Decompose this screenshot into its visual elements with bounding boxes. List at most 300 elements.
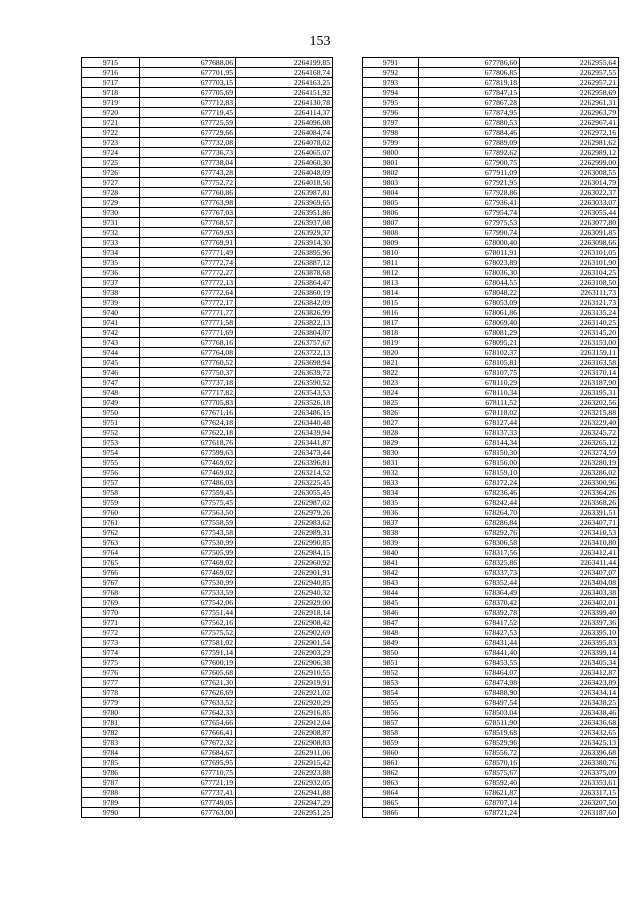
y-coordinate-cell: 2263300,96 <box>520 478 619 488</box>
y-coordinate-cell: 2263434,14 <box>520 688 619 698</box>
y-coordinate-cell: 2263111,73 <box>520 288 619 298</box>
table-row <box>82 628 333 638</box>
table-row <box>82 88 333 98</box>
x-coordinate-cell: 678497,54 <box>419 698 520 708</box>
table-row <box>363 748 619 758</box>
x-coordinate-cell: 677642,33 <box>140 708 236 718</box>
x-coordinate-cell: 677624,18 <box>140 418 236 428</box>
x-coordinate-cell: 678317,56 <box>419 548 520 558</box>
y-coordinate-cell: 2263317,15 <box>520 788 619 798</box>
table-row <box>363 668 619 678</box>
table-row <box>82 78 333 88</box>
point-number-cell: 9847 <box>363 618 419 628</box>
point-number-cell: 9777 <box>82 678 140 688</box>
x-coordinate-cell: 677768,16 <box>140 338 236 348</box>
y-coordinate-cell: 2263353,61 <box>520 778 619 788</box>
table-row <box>82 618 333 628</box>
x-coordinate-cell: 677469,02 <box>140 468 236 478</box>
x-coordinate-cell: 677581,02 <box>140 638 236 648</box>
point-number-cell: 9794 <box>363 88 419 98</box>
x-coordinate-cell: 678102,37 <box>419 348 520 358</box>
point-number-cell: 9798 <box>363 128 419 138</box>
point-number-cell: 9853 <box>363 678 419 688</box>
table-row <box>82 518 333 528</box>
x-coordinate-cell: 677486,03 <box>140 478 236 488</box>
point-number-cell: 9824 <box>363 388 419 398</box>
point-number-cell: 9735 <box>82 258 140 268</box>
table-row <box>82 798 333 808</box>
table-row <box>363 348 619 358</box>
y-coordinate-cell: 2262963,79 <box>520 108 619 118</box>
x-coordinate-cell: 677867,28 <box>419 98 520 108</box>
table-row <box>82 208 333 218</box>
x-coordinate-cell: 677621,30 <box>140 678 236 688</box>
y-coordinate-cell: 2264060,30 <box>236 158 333 168</box>
point-number-cell: 9744 <box>82 348 140 358</box>
point-number-cell: 9788 <box>82 788 140 798</box>
table-row <box>82 168 333 178</box>
table-row <box>82 368 333 378</box>
y-coordinate-cell: 2263055,44 <box>520 208 619 218</box>
table-row <box>82 548 333 558</box>
y-coordinate-cell: 2263265,12 <box>520 438 619 448</box>
x-coordinate-cell: 678427,53 <box>419 628 520 638</box>
x-coordinate-cell: 678453,55 <box>419 658 520 668</box>
point-number-cell: 9795 <box>363 98 419 108</box>
y-coordinate-cell: 2263098,66 <box>520 238 619 248</box>
y-coordinate-cell: 2263187,60 <box>520 808 619 818</box>
x-coordinate-cell: 677705,69 <box>140 88 236 98</box>
point-number-cell: 9728 <box>82 188 140 198</box>
x-coordinate-cell: 678118,02 <box>419 408 520 418</box>
x-coordinate-cell: 678556,72 <box>419 748 520 758</box>
point-number-cell: 9827 <box>363 418 419 428</box>
x-coordinate-cell: 677712,83 <box>140 98 236 108</box>
table-row <box>363 188 619 198</box>
y-coordinate-cell: 2264151,92 <box>236 88 333 98</box>
x-coordinate-cell: 677605,68 <box>140 668 236 678</box>
x-coordinate-cell: 678242,44 <box>419 498 520 508</box>
x-coordinate-cell: 677505,99 <box>140 548 236 558</box>
point-number-cell: 9754 <box>82 448 140 458</box>
x-coordinate-cell: 677772,64 <box>140 288 236 298</box>
x-coordinate-cell: 677771,77 <box>140 308 236 318</box>
table-row <box>363 218 619 228</box>
point-number-cell: 9721 <box>82 118 140 128</box>
y-coordinate-cell: 2264078,02 <box>236 138 333 148</box>
x-coordinate-cell: 678036,30 <box>419 268 520 278</box>
y-coordinate-cell: 2263951,86 <box>236 208 333 218</box>
table-row <box>82 298 333 308</box>
table-row <box>82 178 333 188</box>
table-row <box>363 648 619 658</box>
table-row <box>363 168 619 178</box>
y-coordinate-cell: 2263412,87 <box>520 668 619 678</box>
y-coordinate-cell: 2262923,88 <box>236 768 333 778</box>
y-coordinate-cell: 2262941,88 <box>236 788 333 798</box>
point-number-cell: 9745 <box>82 358 140 368</box>
table-row <box>82 668 333 678</box>
y-coordinate-cell: 2263187,90 <box>520 378 619 388</box>
y-coordinate-cell: 2263399,14 <box>520 648 619 658</box>
y-coordinate-cell: 2263722,13 <box>236 348 333 358</box>
point-number-cell: 9719 <box>82 98 140 108</box>
point-number-cell: 9845 <box>363 598 419 608</box>
y-coordinate-cell: 2262916,85 <box>236 708 333 718</box>
point-number-cell: 9850 <box>363 648 419 658</box>
point-number-cell: 9771 <box>82 618 140 628</box>
x-coordinate-cell: 678529,96 <box>419 738 520 748</box>
table-row <box>82 778 333 788</box>
y-coordinate-cell: 2263405,34 <box>520 658 619 668</box>
point-number-cell: 9856 <box>363 708 419 718</box>
x-coordinate-cell: 678707,14 <box>419 798 520 808</box>
point-number-cell: 9809 <box>363 238 419 248</box>
point-number-cell: 9815 <box>363 298 419 308</box>
table-row <box>82 568 333 578</box>
table-row <box>363 108 619 118</box>
y-coordinate-cell: 2264084,74 <box>236 128 333 138</box>
point-number-cell: 9804 <box>363 188 419 198</box>
y-coordinate-cell: 2262932,05 <box>236 778 333 788</box>
table-row <box>82 148 333 158</box>
table-row <box>363 138 619 148</box>
y-coordinate-cell: 2262979,26 <box>236 508 333 518</box>
point-number-cell: 9743 <box>82 338 140 348</box>
y-coordinate-cell: 2264096,08 <box>236 118 333 128</box>
point-number-cell: 9839 <box>363 538 419 548</box>
point-number-cell: 9756 <box>82 468 140 478</box>
x-coordinate-cell: 677543,58 <box>140 528 236 538</box>
y-coordinate-cell: 2262906,38 <box>236 658 333 668</box>
x-coordinate-cell: 678172,24 <box>419 478 520 488</box>
table-body <box>82 58 333 818</box>
point-number-cell: 9716 <box>82 68 140 78</box>
point-number-cell: 9746 <box>82 368 140 378</box>
point-number-cell: 9741 <box>82 318 140 328</box>
x-coordinate-cell: 677599,63 <box>140 448 236 458</box>
x-coordinate-cell: 677847,15 <box>419 88 520 98</box>
x-coordinate-cell: 677701,95 <box>140 68 236 78</box>
x-coordinate-cell: 678159,10 <box>419 468 520 478</box>
point-number-cell: 9822 <box>363 368 419 378</box>
point-number-cell: 9865 <box>363 798 419 808</box>
x-coordinate-cell: 678503,04 <box>419 708 520 718</box>
table-row <box>82 488 333 498</box>
point-number-cell: 9732 <box>82 228 140 238</box>
point-number-cell: 9787 <box>82 778 140 788</box>
table-row <box>82 678 333 688</box>
point-number-cell: 9753 <box>82 438 140 448</box>
point-number-cell: 9739 <box>82 298 140 308</box>
y-coordinate-cell: 2263229,40 <box>520 418 619 428</box>
table-row <box>82 748 333 758</box>
y-coordinate-cell: 2262961,31 <box>520 98 619 108</box>
table-body <box>363 58 619 818</box>
table-row <box>82 808 333 818</box>
x-coordinate-cell: 678011,91 <box>419 248 520 258</box>
point-number-cell: 9731 <box>82 218 140 228</box>
point-number-cell: 9833 <box>363 478 419 488</box>
table-row <box>363 488 619 498</box>
y-coordinate-cell: 2263432,65 <box>520 728 619 738</box>
y-coordinate-cell: 2263543,53 <box>236 388 333 398</box>
table-row <box>363 628 619 638</box>
x-coordinate-cell: 677705,83 <box>140 398 236 408</box>
x-coordinate-cell: 678575,67 <box>419 768 520 778</box>
y-coordinate-cell: 2263403,38 <box>520 588 619 598</box>
x-coordinate-cell: 677729,66 <box>140 128 236 138</box>
y-coordinate-cell: 2263929,37 <box>236 228 333 238</box>
point-number-cell: 9814 <box>363 288 419 298</box>
point-number-cell: 9836 <box>363 508 419 518</box>
table-row <box>363 678 619 688</box>
table-row <box>363 418 619 428</box>
table-row <box>363 698 619 708</box>
x-coordinate-cell: 678144,34 <box>419 438 520 448</box>
point-number-cell: 9810 <box>363 248 419 258</box>
point-number-cell: 9805 <box>363 198 419 208</box>
x-coordinate-cell: 677975,53 <box>419 218 520 228</box>
point-number-cell: 9843 <box>363 578 419 588</box>
table-row <box>82 468 333 478</box>
y-coordinate-cell: 2263397,36 <box>520 618 619 628</box>
point-number-cell: 9761 <box>82 518 140 528</box>
point-number-cell: 9776 <box>82 668 140 678</box>
table-row <box>82 728 333 738</box>
point-number-cell: 9749 <box>82 398 140 408</box>
x-coordinate-cell: 678364,49 <box>419 588 520 598</box>
table-row <box>363 758 619 768</box>
table-row <box>363 68 619 78</box>
table-row <box>82 388 333 398</box>
table-row <box>363 308 619 318</box>
x-coordinate-cell: 677768,57 <box>140 218 236 228</box>
table-row <box>82 708 333 718</box>
point-number-cell: 9778 <box>82 688 140 698</box>
point-number-cell: 9826 <box>363 408 419 418</box>
point-number-cell: 9783 <box>82 738 140 748</box>
table-row <box>363 808 619 818</box>
point-number-cell: 9800 <box>363 148 419 158</box>
x-coordinate-cell: 677743,28 <box>140 168 236 178</box>
table-row <box>82 478 333 488</box>
x-coordinate-cell: 677542,06 <box>140 598 236 608</box>
y-coordinate-cell: 2263878,68 <box>236 268 333 278</box>
x-coordinate-cell: 678095,21 <box>419 338 520 348</box>
point-number-cell: 9772 <box>82 628 140 638</box>
y-coordinate-cell: 2263091,85 <box>520 228 619 238</box>
y-coordinate-cell: 2263423,89 <box>520 678 619 688</box>
table-row <box>82 398 333 408</box>
point-number-cell: 9825 <box>363 398 419 408</box>
point-number-cell: 9863 <box>363 778 419 788</box>
y-coordinate-cell: 2262901,91 <box>236 568 333 578</box>
point-number-cell: 9730 <box>82 208 140 218</box>
x-coordinate-cell: 677880,53 <box>419 118 520 128</box>
table-row <box>363 118 619 128</box>
table-row <box>82 118 333 128</box>
table-row <box>363 528 619 538</box>
table-row <box>363 548 619 558</box>
point-number-cell: 9806 <box>363 208 419 218</box>
point-number-cell: 9748 <box>82 388 140 398</box>
point-number-cell: 9755 <box>82 458 140 468</box>
table-row <box>363 248 619 258</box>
x-coordinate-cell: 678721,24 <box>419 808 520 818</box>
point-number-cell: 9841 <box>363 558 419 568</box>
x-coordinate-cell: 677752,72 <box>140 178 236 188</box>
point-number-cell: 9752 <box>82 428 140 438</box>
x-coordinate-cell: 677575,52 <box>140 628 236 638</box>
x-coordinate-cell: 678511,90 <box>419 718 520 728</box>
table-row <box>363 88 619 98</box>
table-row <box>82 428 333 438</box>
y-coordinate-cell: 2263440,48 <box>236 418 333 428</box>
point-number-cell: 9740 <box>82 308 140 318</box>
y-coordinate-cell: 2262989,31 <box>236 528 333 538</box>
point-number-cell: 9791 <box>363 58 419 68</box>
x-coordinate-cell: 678000,40 <box>419 238 520 248</box>
point-number-cell: 9758 <box>82 488 140 498</box>
x-coordinate-cell: 677666,41 <box>140 728 236 738</box>
table-row <box>82 578 333 588</box>
x-coordinate-cell: 678061,86 <box>419 308 520 318</box>
point-number-cell: 9780 <box>82 708 140 718</box>
table-row <box>82 508 333 518</box>
point-number-cell: 9844 <box>363 588 419 598</box>
x-coordinate-cell: 678137,33 <box>419 428 520 438</box>
table-row <box>363 228 619 238</box>
x-coordinate-cell: 678110,34 <box>419 388 520 398</box>
y-coordinate-cell: 2263441,87 <box>236 438 333 448</box>
x-coordinate-cell: 677591,14 <box>140 648 236 658</box>
y-coordinate-cell: 2263438,46 <box>520 708 619 718</box>
y-coordinate-cell: 2263937,08 <box>236 218 333 228</box>
table-row <box>363 378 619 388</box>
table-row <box>82 358 333 368</box>
x-coordinate-cell: 678069,40 <box>419 318 520 328</box>
x-coordinate-cell: 678105,81 <box>419 358 520 368</box>
y-coordinate-cell: 2263170,14 <box>520 368 619 378</box>
y-coordinate-cell: 2262955,64 <box>520 58 619 68</box>
point-number-cell: 9799 <box>363 138 419 148</box>
y-coordinate-cell: 2263895,96 <box>236 248 333 258</box>
y-coordinate-cell: 2263101,05 <box>520 248 619 258</box>
table-row <box>363 508 619 518</box>
x-coordinate-cell: 677530,99 <box>140 538 236 548</box>
x-coordinate-cell: 677725,59 <box>140 118 236 128</box>
y-coordinate-cell: 2264130,78 <box>236 98 333 108</box>
table-row <box>363 778 619 788</box>
y-coordinate-cell: 2263402,01 <box>520 598 619 608</box>
x-coordinate-cell: 678264,70 <box>419 508 520 518</box>
y-coordinate-cell: 2263864,47 <box>236 278 333 288</box>
point-number-cell: 9724 <box>82 148 140 158</box>
y-coordinate-cell: 2263526,18 <box>236 398 333 408</box>
y-coordinate-cell: 2263033,07 <box>520 198 619 208</box>
table-row <box>82 418 333 428</box>
y-coordinate-cell: 2263280,19 <box>520 458 619 468</box>
point-number-cell: 9803 <box>363 178 419 188</box>
point-number-cell: 9854 <box>363 688 419 698</box>
x-coordinate-cell: 677874,95 <box>419 108 520 118</box>
point-number-cell: 9828 <box>363 428 419 438</box>
point-number-cell: 9727 <box>82 178 140 188</box>
x-coordinate-cell: 678023,89 <box>419 258 520 268</box>
point-number-cell: 9838 <box>363 528 419 538</box>
point-number-cell: 9789 <box>82 798 140 808</box>
table-row <box>363 718 619 728</box>
table-row <box>363 518 619 528</box>
table-row <box>82 408 333 418</box>
point-number-cell: 9861 <box>363 758 419 768</box>
point-number-cell: 9782 <box>82 728 140 738</box>
y-coordinate-cell: 2263202,56 <box>520 398 619 408</box>
y-coordinate-cell: 2262902,69 <box>236 628 333 638</box>
y-coordinate-cell: 2263274,59 <box>520 448 619 458</box>
y-coordinate-cell: 2263438,25 <box>520 698 619 708</box>
point-number-cell: 9747 <box>82 378 140 388</box>
point-number-cell: 9738 <box>82 288 140 298</box>
table-row <box>363 448 619 458</box>
point-number-cell: 9786 <box>82 768 140 778</box>
x-coordinate-cell: 677551,44 <box>140 608 236 618</box>
table-row <box>82 248 333 258</box>
y-coordinate-cell: 2262989,12 <box>520 148 619 158</box>
y-coordinate-cell: 2262940,32 <box>236 588 333 598</box>
point-number-cell: 9817 <box>363 318 419 328</box>
table-row <box>82 648 333 658</box>
y-coordinate-cell: 2264065,07 <box>236 148 333 158</box>
x-coordinate-cell: 678048,22 <box>419 288 520 298</box>
point-number-cell: 9764 <box>82 548 140 558</box>
point-number-cell: 9859 <box>363 738 419 748</box>
point-number-cell: 9718 <box>82 88 140 98</box>
y-coordinate-cell: 2262910,55 <box>236 668 333 678</box>
x-coordinate-cell: 677703,15 <box>140 78 236 88</box>
table-row <box>363 538 619 548</box>
point-number-cell: 9811 <box>363 258 419 268</box>
table-row <box>82 338 333 348</box>
y-coordinate-cell: 2263153,00 <box>520 338 619 348</box>
y-coordinate-cell: 2262908,42 <box>236 618 333 628</box>
y-coordinate-cell: 2262920,29 <box>236 698 333 708</box>
x-coordinate-cell: 677771,58 <box>140 318 236 328</box>
table-row <box>363 598 619 608</box>
x-coordinate-cell: 678488,90 <box>419 688 520 698</box>
y-coordinate-cell: 2263014,79 <box>520 178 619 188</box>
y-coordinate-cell: 2263104,25 <box>520 268 619 278</box>
y-coordinate-cell: 2263439,94 <box>236 428 333 438</box>
y-coordinate-cell: 2262903,29 <box>236 648 333 658</box>
table-row <box>82 458 333 468</box>
x-coordinate-cell: 677928,86 <box>419 188 520 198</box>
table-row <box>363 618 619 628</box>
x-coordinate-cell: 678592,40 <box>419 778 520 788</box>
point-number-cell: 9781 <box>82 718 140 728</box>
y-coordinate-cell: 2263108,50 <box>520 278 619 288</box>
point-number-cell: 9860 <box>363 748 419 758</box>
table-row <box>82 68 333 78</box>
table-row <box>363 728 619 738</box>
point-number-cell: 9775 <box>82 658 140 668</box>
x-coordinate-cell: 677738,04 <box>140 158 236 168</box>
x-coordinate-cell: 677654,66 <box>140 718 236 728</box>
y-coordinate-cell: 2263473,44 <box>236 448 333 458</box>
x-coordinate-cell: 677772,27 <box>140 268 236 278</box>
y-coordinate-cell: 2263969,65 <box>236 198 333 208</box>
